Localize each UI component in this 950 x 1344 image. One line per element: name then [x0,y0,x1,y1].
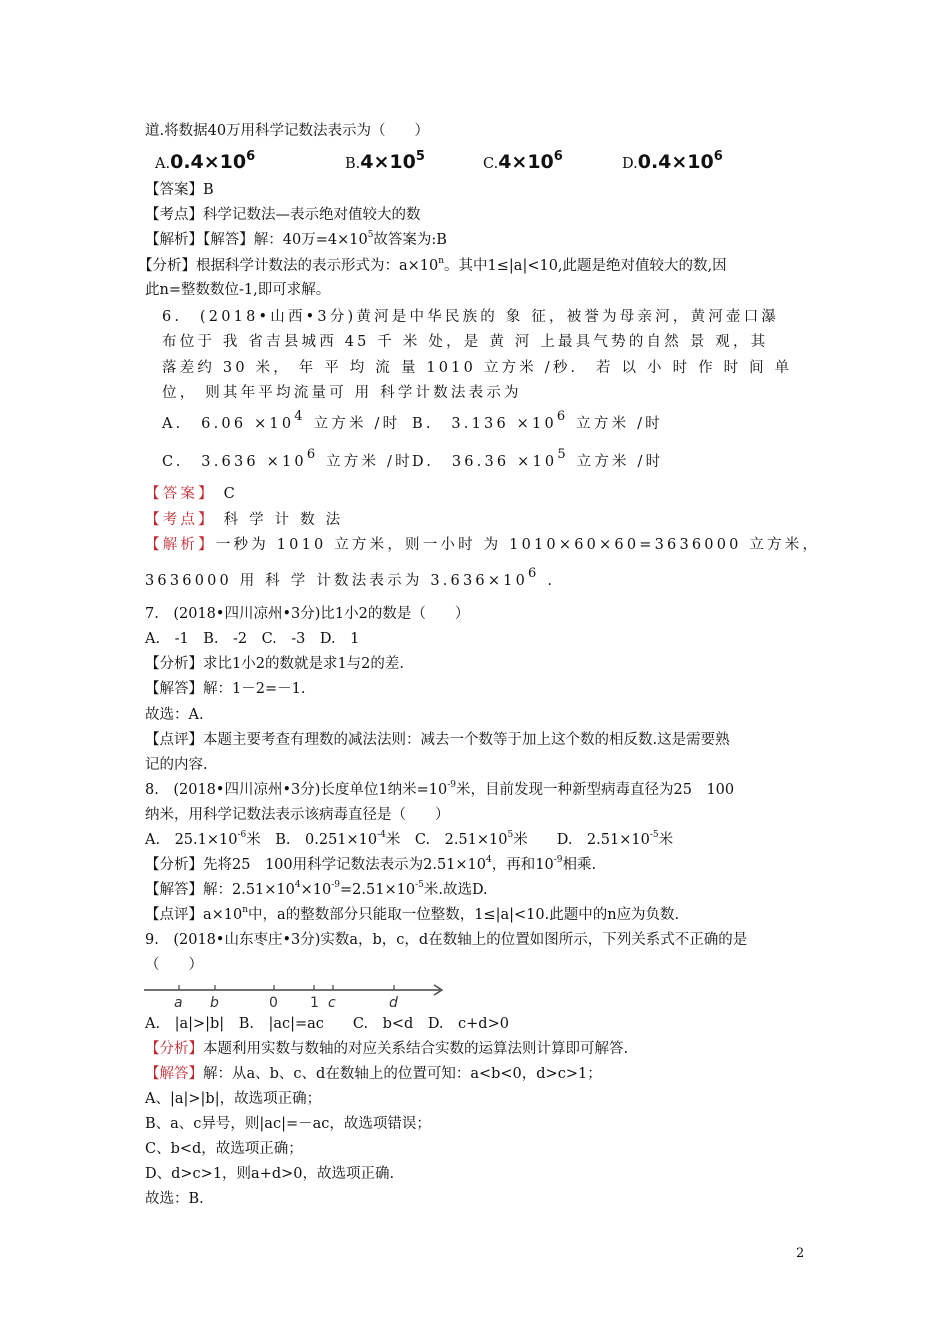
q5-option-a: $A.0.4\times 10^6$ [155,149,256,173]
q8-options: A. $25.1\times 10^{-6}$米 B. $0.251\times 10^{-4}$米 C. $2.51\times 10^5$米 D. $2.51\times 10^{-5}$米 [145,830,674,848]
q6-option-c: C. 3.636 ×106 立方米 /时 [162,447,413,470]
axis-label-one: 1 [310,995,319,1011]
q9-options: A. |a|>|b| B. |ac|=ac C. b<d D. c+d>0 [145,1016,509,1032]
q6-stem-line3: 落差约 30 米， 年 平 均 流 量 1010 立方米 /秒． 若 以 小 时 作 时 间 单 [162,360,793,376]
q7-dianping: 【点评】本题主要考查有理数的减法法则：减去一个数等于加上这个数的相反数.这是需要熟 [145,732,730,748]
q5-option-c: $C.4\times 10^6$ [483,149,563,173]
q5-fenxi: 【分析】根据科学计数法的表示形式为：$a\times 10^n$。其中1≤|a|<10,此题是绝对值较大的数,因 [138,256,727,274]
page-number: 2 [796,1246,805,1261]
q9-solution-c: C、b<d，故选项正确； [145,1141,303,1157]
axis-label-zero: 0 [269,995,278,1011]
number-line-figure [140,976,450,1012]
number-line-ticks [179,985,394,990]
q6-stem-line2: 布位于 我 省吉县城西 45 千 米 处，是 黄 河 上最具气势的自然 景 观，其 [162,334,769,350]
q7-fenxi: 【分析】求比1小2的数就是求1与2的差. [145,656,405,672]
axis-label-a: a [174,995,183,1011]
q7-guxuan: 故选：A. [145,707,204,723]
q6-option-d: D. 36.36 ×105 立方米 /时 [412,447,664,470]
q6-stem-line4: 位， 则其年平均流量可 用 科学计数法表示为 [162,385,522,401]
q6-kaodian: 【考点】 科 学 计 数 法 [145,512,344,528]
q8-dianping: 【点评】$a\times 10^n$中，a的整数部分只能取一位整数，1≤|a|<10.此题中的n应为负数. [145,905,680,923]
q9-stem-line2: （ ） [145,957,203,973]
q8-fenxi: 【分析】先将25 100用科学记数法表示为$2.51\times 10^4$，再和$10^{-9}$相乘. [145,855,597,873]
q5-stem: 道.将数据40万用科学记数法表示为（ ） [145,123,430,139]
q9-solution-a: A、|a|>|b|，故选项正确； [145,1091,322,1107]
axis-label-c: c [328,995,336,1011]
q6-option-a: A. 6.06 ×104 立方米 /时 [162,409,401,432]
q9-solution-b: B、a、c异号，则|ac|=－ac，故选项错误； [145,1116,431,1132]
q8-jieda: 【解答】解：$2.51\times 10^4\times 10^{-9}=2.51\times 10^{-5}$米.故选D. [145,880,488,898]
q5-fenxi-cont: 此n=整数数位-1,即可求解。 [145,282,331,298]
q7-dianping-cont: 记的内容. [145,757,208,773]
q6-stem-line1: 6. (2018•山西•3分)黄河是中华民族的 象 征，被誉为母亲河，黄河壶口瀑 [162,309,780,325]
q6-jiexi: 【解析】一秒为 1010 立方米，则一小时 为 1010×60×60=3636000 立方米， [145,537,821,553]
q8-stem-line1: 8. (2018•四川凉州•3分)长度单位1纳米$=10^{-9}$米，目前发现一种新型病毒直径为25 100 [145,780,735,798]
q9-jieda: 【解答】解：从a、b、c、d在数轴上的位置可知：a<b<0，d>c>1； [145,1066,602,1082]
q9-fenxi: 【分析】本题利用实数与数轴的对应关系结合实数的运算法则计算即可解答. [145,1041,629,1057]
axis-label-d: d [389,995,398,1011]
q5-answer: 【答案】B [145,182,214,198]
q5-option-b: $B.4\times 10^5$ [345,149,425,173]
q7-jieda: 【解答】解：1－2=－1. [145,681,306,697]
q6-jiexi-cont: 3636000 用 科 学 计数法表示为 3.636×106 . [145,566,556,589]
q6-option-b: B. 3.136 ×106 立方米 /时 [412,409,663,432]
q7-stem: 7. (2018•四川凉州•3分)比1小2的数是（ ） [145,606,470,622]
q7-options: A. -1 B. -2 C. -3 D. 1 [145,631,360,647]
q8-stem-line2: 纳米，用科学记数法表示该病毒直径是（ ） [145,807,450,823]
q9-stem-line1: 9. (2018•山东枣庄•3分)实数a，b，c，d在数轴上的位置如图所示，下列关系式不正确的是 [145,932,748,948]
axis-label-b: b [210,995,219,1011]
q5-jiexi: 【解析】【解答】解：40万$=4\times 10^5$故答案为:B [145,230,447,248]
q5-kaodian: 【考点】科学记数法—表示绝对值较大的数 [145,207,421,223]
q9-guxuan: 故选：B. [145,1191,204,1207]
q5-option-d: $D.0.4\times 10^6$ [622,149,723,173]
q6-answer: 【答案】 C [145,486,238,502]
q9-solution-d: D、d>c>1，则a+d>0，故选项正确. [145,1166,395,1182]
